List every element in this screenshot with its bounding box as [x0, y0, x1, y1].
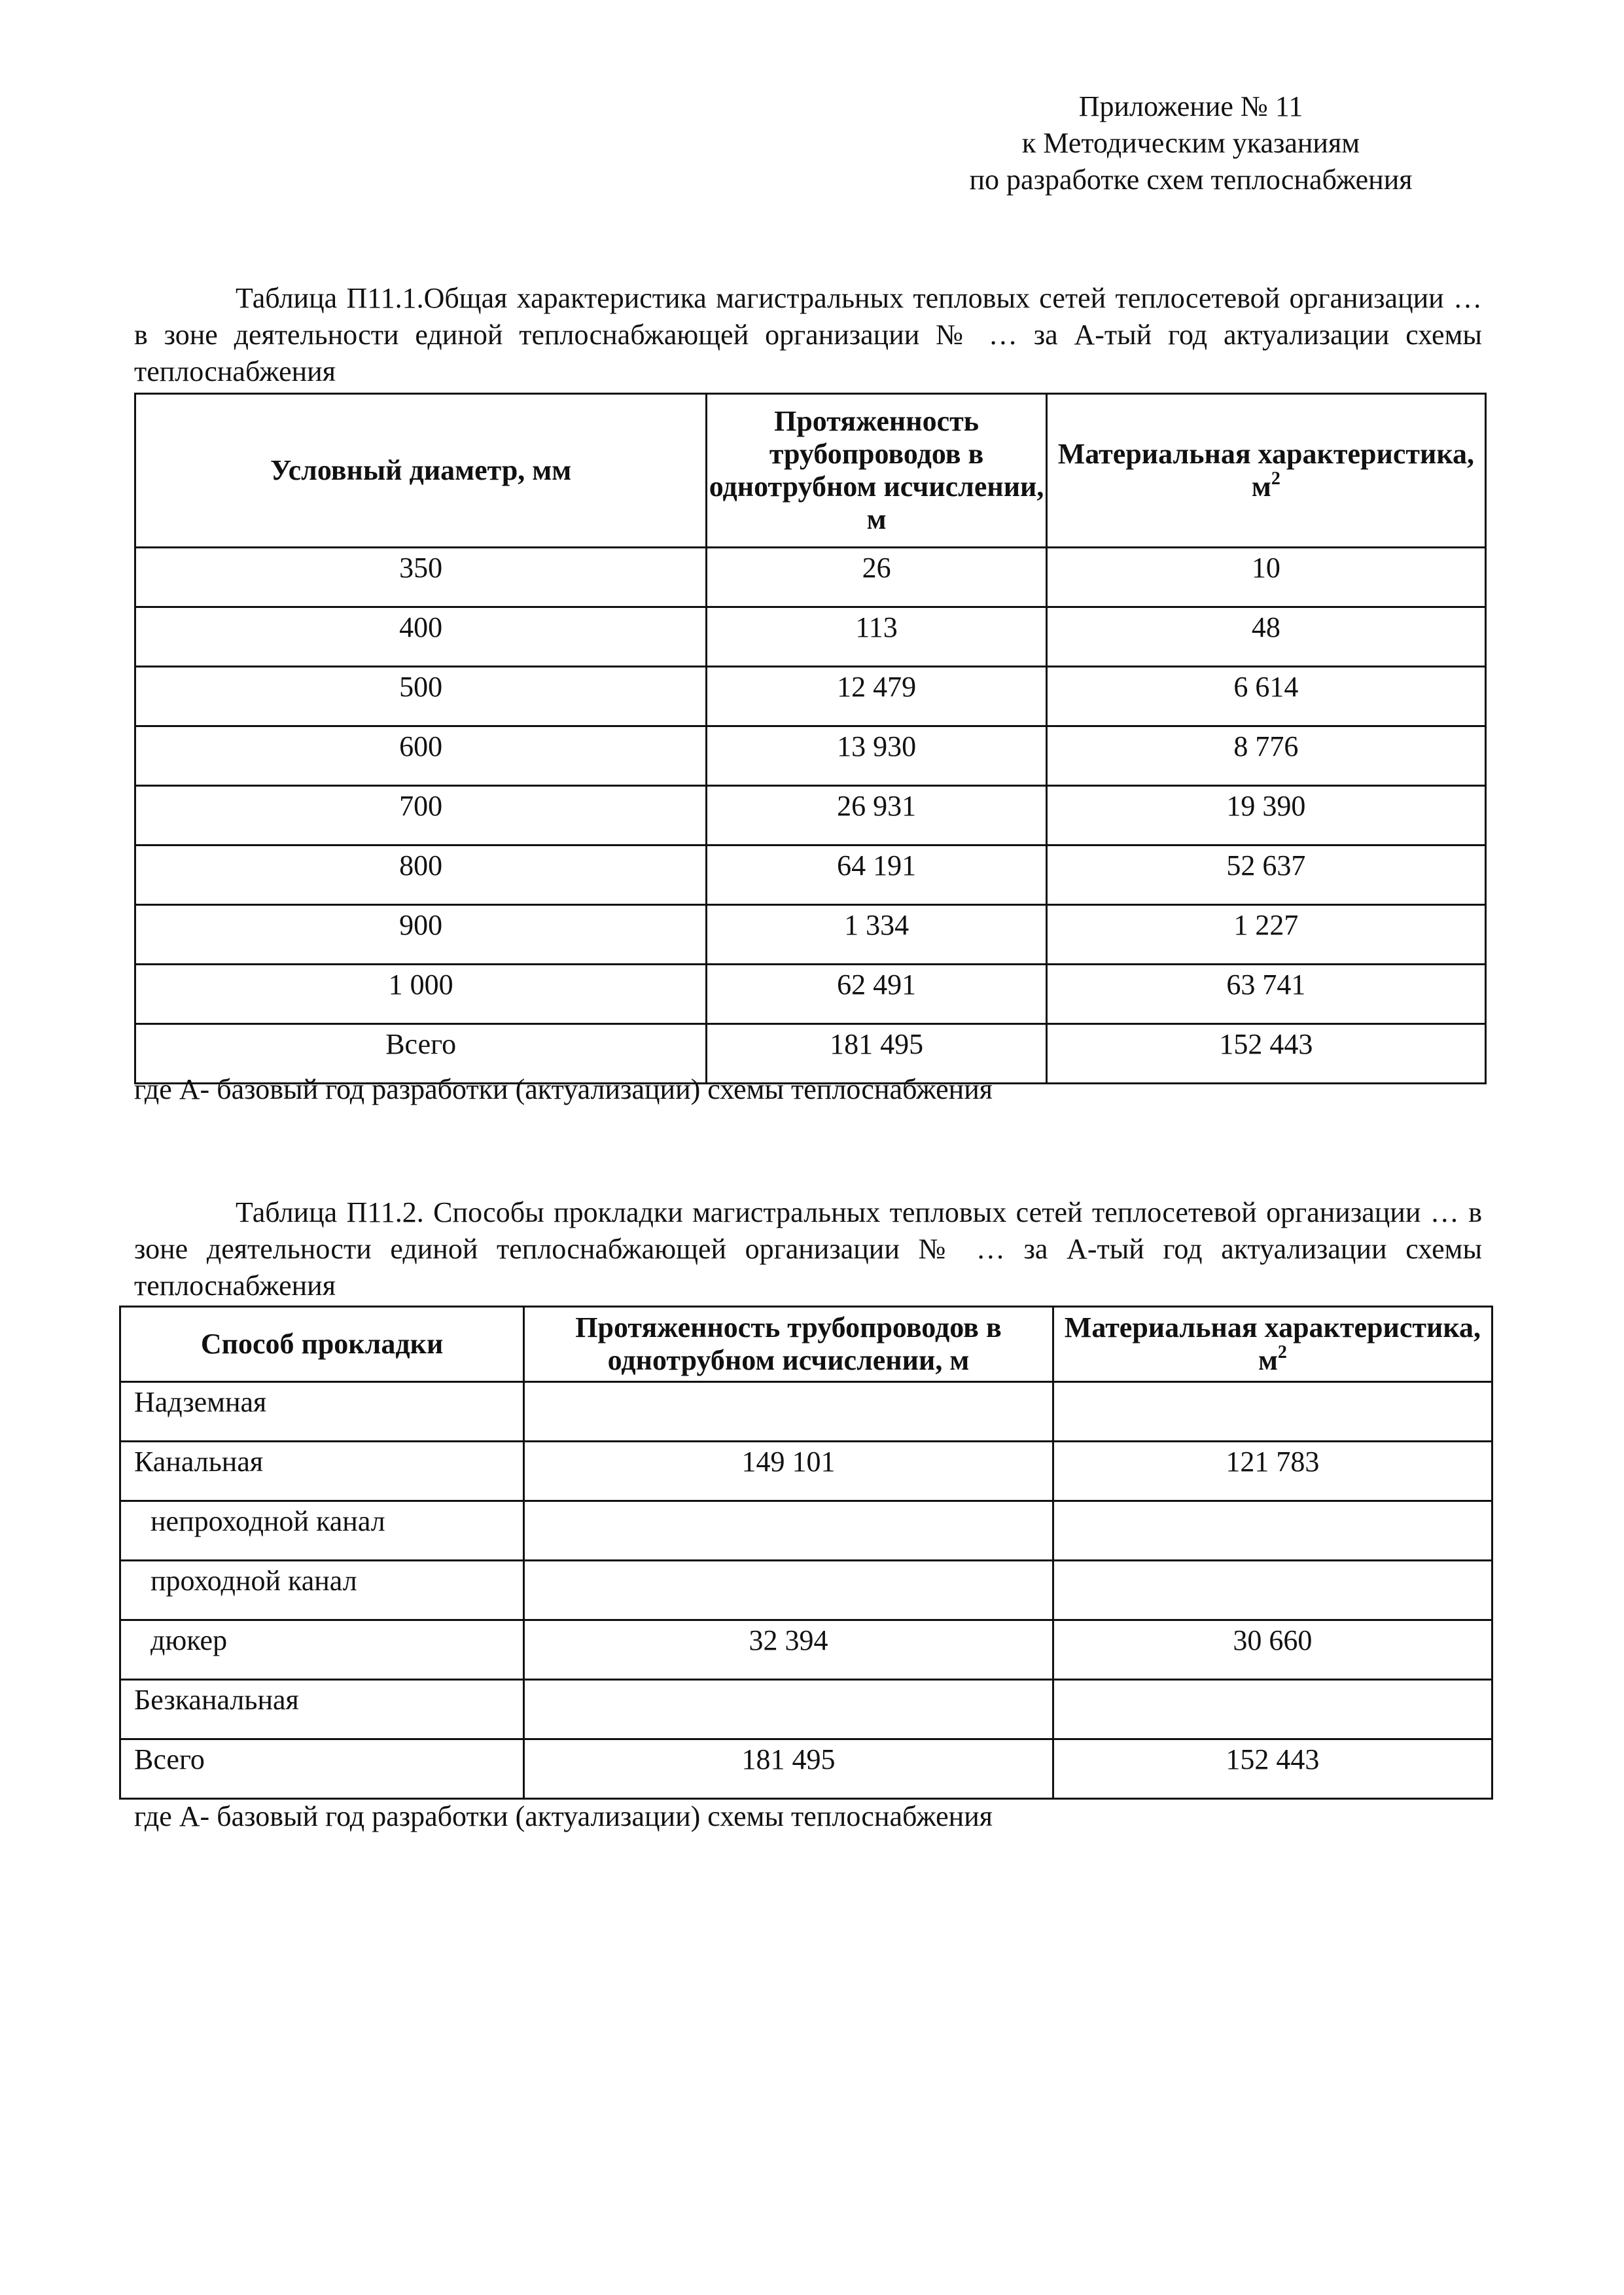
table1-cell-material: 63 741 — [1046, 965, 1485, 1024]
table1-header-row — [135, 394, 1486, 548]
table-row — [120, 1680, 1492, 1739]
table2-cell-method: Безканальная — [120, 1680, 524, 1739]
table1-cell-material: 10 — [1046, 548, 1485, 607]
table1-cell-diameter: 500 — [135, 667, 707, 726]
table2-header-material — [1053, 1307, 1492, 1382]
table1-cell-length: 12 479 — [707, 667, 1046, 726]
table1-cell-diameter: 350 — [135, 548, 707, 607]
table1-cell-material: 152 443 — [1046, 1024, 1485, 1084]
table2-cell-length: 149 101 — [524, 1442, 1053, 1501]
table1-caption: Таблица П11.1.Общая характеристика магистральных тепловых сетей теплосетевой организации … в зоне деятельности единой теплоснабжающей организации № … за А-тый год актуализации схемы теплоснабжения — [134, 282, 1482, 387]
table2-cell-material: 152 443 — [1053, 1739, 1492, 1799]
appendix-title: Приложение № 11 — [1078, 90, 1303, 122]
table1-cell-length: 113 — [707, 607, 1046, 667]
appendix-subtitle-2: по разработке схем теплоснабжения — [969, 164, 1413, 196]
table2-cell-method: Надземная — [120, 1382, 524, 1442]
table2-cell-material — [1053, 1561, 1492, 1620]
appendix-header — [903, 88, 1479, 198]
table-row — [135, 726, 1486, 786]
table2-header-row — [120, 1307, 1492, 1382]
table1-cell-length: 64 191 — [707, 845, 1046, 905]
table2-cell-length — [524, 1680, 1053, 1739]
table2-cell-method: дюкер — [120, 1620, 524, 1680]
table1-header-diameter: Условный диаметр, мм — [135, 394, 707, 548]
table2-caption: Таблица П11.2. Способы прокладки магистральных тепловых сетей теплосетевой организации … в зоне деятельности единой теплоснабжающей организации № … за А-тый год актуализации схемы теплоснабжения — [134, 1196, 1482, 1302]
table2-cell-method: Всего — [120, 1739, 524, 1799]
table2-cell-material — [1053, 1382, 1492, 1442]
table2 — [119, 1306, 1493, 1800]
table-row — [120, 1382, 1492, 1442]
table1-cell-diameter: 800 — [135, 845, 707, 905]
table1-cell-diameter: 700 — [135, 786, 707, 845]
table1-cell-diameter: Всего — [135, 1024, 707, 1084]
appendix-subtitle: к Методическим указаниям — [1021, 127, 1360, 159]
table1-cell-material: 8 776 — [1046, 726, 1485, 786]
table2-cell-method: проходной канал — [120, 1561, 524, 1620]
table1-cell-length: 26 931 — [707, 786, 1046, 845]
table-row — [135, 548, 1486, 607]
table1-cell-length: 62 491 — [707, 965, 1046, 1024]
table1-header-material — [1046, 394, 1485, 548]
table1-cell-material: 52 637 — [1046, 845, 1485, 905]
table2-cell-material — [1053, 1680, 1492, 1739]
table-row — [135, 786, 1486, 845]
table-row — [120, 1620, 1492, 1680]
table2-note: где А- базовый год разработки (актуализации) схемы теплоснабжения — [134, 1800, 993, 1832]
table-row — [120, 1501, 1492, 1561]
table1-cell-diameter: 600 — [135, 726, 707, 786]
table1-cell-material: 6 614 — [1046, 667, 1485, 726]
table2-cell-length — [524, 1382, 1053, 1442]
table2-cell-length: 181 495 — [524, 1739, 1053, 1799]
table1-cell-length: 13 930 — [707, 726, 1046, 786]
table2-cell-material: 121 783 — [1053, 1442, 1492, 1501]
table-row — [120, 1442, 1492, 1501]
table2-header-method: Способ прокладки — [120, 1307, 524, 1382]
table1-cell-diameter: 400 — [135, 607, 707, 667]
table2-cell-length — [524, 1501, 1053, 1561]
table1-note: где А- базовый год разработки (актуализации) схемы теплоснабжения — [134, 1073, 993, 1105]
table1-cell-length: 1 334 — [707, 905, 1046, 965]
table2-cell-length: 32 394 — [524, 1620, 1053, 1680]
table1-cell-diameter: 1 000 — [135, 965, 707, 1024]
table1-cell-length: 26 — [707, 548, 1046, 607]
table1-header-material-sup: 2 — [1271, 469, 1280, 489]
table-row — [135, 905, 1486, 965]
table2-header-length: Протяженность трубопроводов в однотрубном исчислении, м — [524, 1307, 1053, 1382]
table1-cell-material: 48 — [1046, 607, 1485, 667]
table2-cell-length — [524, 1561, 1053, 1620]
table-row — [135, 845, 1486, 905]
table2-cell-method: непроходной канал — [120, 1501, 524, 1561]
table2-cell-material: 30 660 — [1053, 1620, 1492, 1680]
table2-header-material-text: Материальная характеристика, м — [1064, 1311, 1481, 1376]
table1-cell-length: 181 495 — [707, 1024, 1046, 1084]
table1-cell-diameter: 900 — [135, 905, 707, 965]
table1-header-material-text: Материальная характеристика, м — [1057, 438, 1475, 503]
table-row — [135, 607, 1486, 667]
table1-cell-material: 19 390 — [1046, 786, 1485, 845]
table2-cell-method: Канальная — [120, 1442, 524, 1501]
table1 — [134, 393, 1487, 1084]
table1-cell-material: 1 227 — [1046, 905, 1485, 965]
table2-total-row — [120, 1739, 1492, 1799]
table1-header-length: Протяженность трубопроводов в однотрубном исчислении, м — [707, 394, 1046, 548]
table-row — [135, 667, 1486, 726]
table2-cell-material — [1053, 1501, 1492, 1561]
table-row — [120, 1561, 1492, 1620]
table2-header-material-sup: 2 — [1277, 1342, 1287, 1362]
table-row — [135, 965, 1486, 1024]
